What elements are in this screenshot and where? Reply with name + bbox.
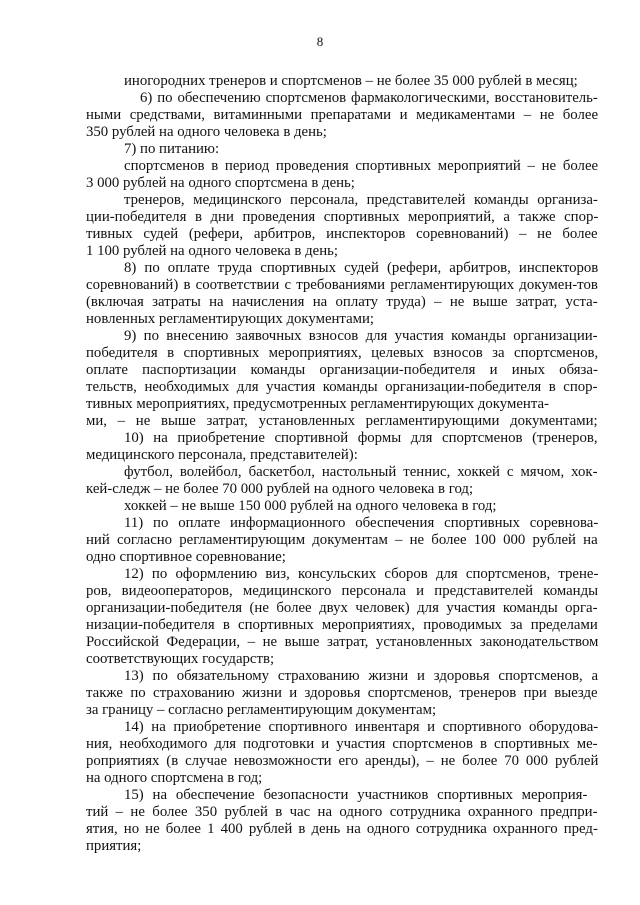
text-line: 1 100 рублей на одного человека в день; xyxy=(86,243,338,259)
text-line: 8) по оплате труда спортивных судей (рефери, арбитров, инспекторов xyxy=(124,260,599,276)
text-line: роприятиях (в случае невозможности его аренды), – не более 70 000 рублей xyxy=(86,753,599,769)
text-line: тивных судей (рефери, арбитров, инспекторов соревнований) – не более xyxy=(86,226,598,242)
text-line: ний согласно регламентирующим документам – не более 100 000 рублей на xyxy=(86,532,598,548)
text-line: тивных мероприятиях, предусмотренных регламентирующих документа- xyxy=(86,396,549,412)
text-line: 350 рублей на одного человека в день; xyxy=(86,124,327,140)
text-line: кей-следж – не более 70 000 рублей на одного человека в год; xyxy=(86,481,474,497)
text-line: одно спортивное соревнование; xyxy=(86,549,286,565)
text-line: медицинского персонала, представителей): xyxy=(86,447,358,463)
text-line: организации-победителя (не более двух человек) для участия команды орга- xyxy=(86,600,598,616)
text-line: победителя в спортивных мероприятиях, целевых взносов за спортсменов, xyxy=(86,345,599,361)
text-line: тий – не более 350 рублей в час на одного сотрудника охранного предпри- xyxy=(86,804,598,820)
text-line: приятия; xyxy=(86,838,142,854)
text-line: тельств, необходимых для участия команды организации-победителя в спор- xyxy=(86,379,598,395)
text-line: (включая затраты на начисления на оплату труда) – не выше затрат, уста- xyxy=(86,294,598,310)
page-number: 8 xyxy=(316,34,324,49)
text-line: за границу – согласно регламентирующим документам; xyxy=(86,702,437,718)
text-line: ными средствами, витаминными препаратами и медикаментами – не более xyxy=(86,107,599,123)
text-line: ятия, но не более 1 400 рублей в день на одного сотрудника охранного пред- xyxy=(86,821,598,837)
text-line: на одного спортсмена в год; xyxy=(86,770,263,786)
text-line: спортсменов в период проведения спортивных мероприятий – не более xyxy=(124,158,599,174)
text-line: ции-победителя в дни проведения спортивных мероприятий, а также спор- xyxy=(86,209,599,225)
text-line: ров, видеооператоров, медицинского персонала и представителей команды xyxy=(86,583,599,599)
text-line: соревнований) в соответствии с требованиями регламентирующих докумен-тов xyxy=(86,277,598,293)
text-line: 10) на приобретение спортивной формы для спортсменов (тренеров, xyxy=(124,430,598,446)
text-line: низации-победителя в спортивных мероприятиях, проводимых за пределами xyxy=(86,617,598,633)
text-line: 12) по оформлению виз, консульских сборов для спортсменов, трене- xyxy=(124,566,599,582)
text-line: 14) на приобретение спортивного инвентаря и спортивного оборудова- xyxy=(124,719,599,735)
text-line: 15) на обеспечение безопасности участников спортивных мероприя- xyxy=(124,787,588,803)
text-line: футбол, волейбол, баскетбол, настольный теннис, хоккей с мячом, хок- xyxy=(124,464,598,480)
text-line: 7) по питанию: xyxy=(124,141,220,157)
text-line: тренеров, медицинского персонала, представителей команды организа- xyxy=(124,192,598,208)
text-line: оплате паспортизации команды организации-победителя и иных обяза- xyxy=(86,362,598,378)
text-line: новленных регламентирующих документами; xyxy=(86,311,375,327)
text-line: 11) по оплате информационного обеспечения спортивных соревнова- xyxy=(124,515,599,531)
text-line: 9) по внесению заявочных взносов для участия команды организации- xyxy=(124,328,598,344)
text-line: также по страхованию жизни и здоровья спортсменов, тренеров при выезде xyxy=(86,685,598,701)
text-line: 3 000 рублей на одного спортсмена в день; xyxy=(86,175,355,191)
text-line: 6) по обеспечению спортсменов фармакологическими, восстановитель- xyxy=(140,90,598,106)
text-line: 13) по обязательному страхованию жизни и здоровья спортсменов, а xyxy=(124,668,599,684)
text-line: ми, – не выше затрат, установленных регламентирующими документами; xyxy=(86,413,598,429)
text-line: соответствующих государств; xyxy=(86,651,275,667)
text-line: ния, необходимого для подготовки и участия спортсменов в спортивных ме- xyxy=(86,736,598,752)
text-line: Российской Федерации, – не выше затрат, установленных законодательством xyxy=(86,634,599,650)
text-line: иногородних тренеров и спортсменов – не более 35 000 рублей в месяц; xyxy=(124,73,578,89)
text-line: хоккей – не выше 150 000 рублей на одного человека в год; xyxy=(124,498,497,514)
